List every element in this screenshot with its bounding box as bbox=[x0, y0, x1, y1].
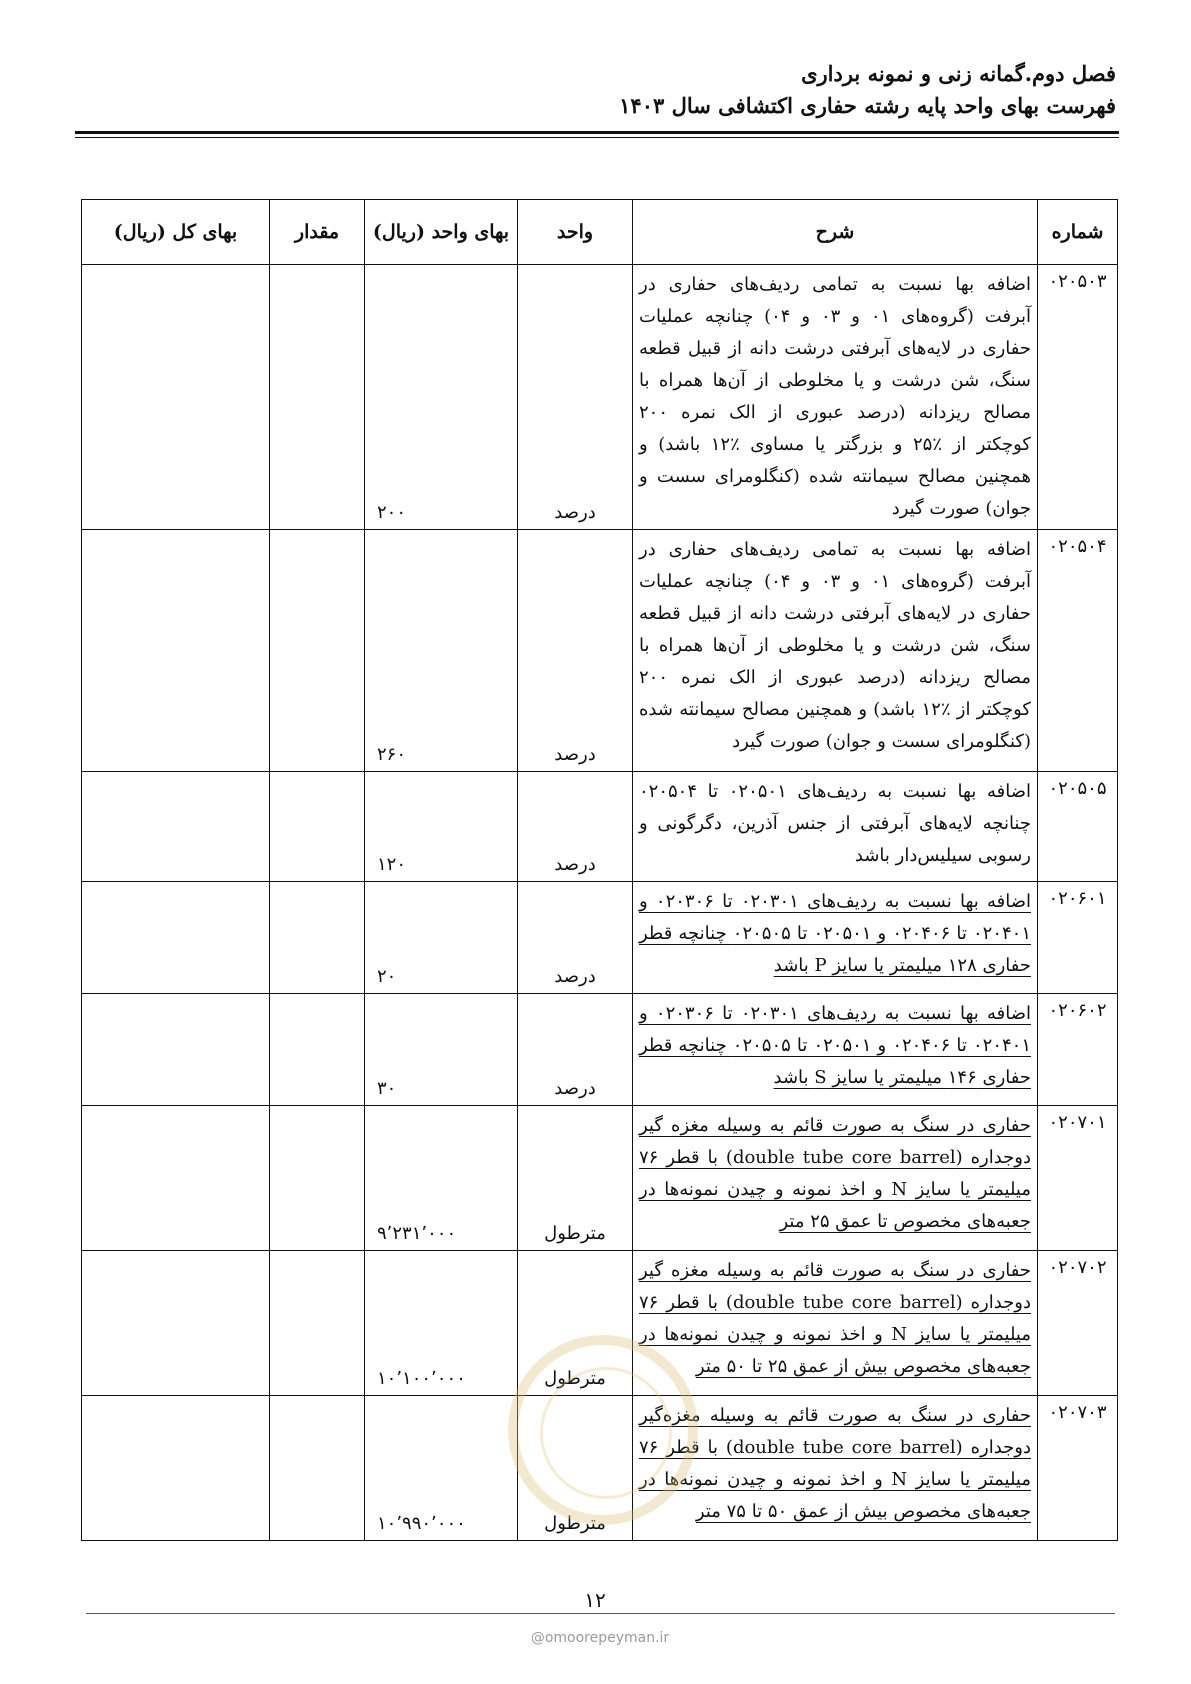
item-total-price bbox=[82, 1396, 270, 1541]
item-description: حفاری در سنگ به صورت قائم به وسیله مغزه‌گیر دوجداره (double tube core barrel) با قطر ۷۶ میلیمتر یا سایز N و اخذ نمونه و چیدن نمونه‌ها در جعبه‌های مخصوص بیش از عمق ۵۰ تا ۷۵ متر bbox=[633, 1396, 1038, 1541]
item-quantity bbox=[270, 882, 365, 994]
item-description: اضافه بها نسبت به تمامی ردیف‌های حفاری در آبرفت (گروه‌های ۰۱ و ۰۳ و ۰۴) چنانچه عملیات حفاری در لایه‌های آبرفتی درشت دانه از قبیل قطعه سنگ، شن درشت و یا مخلوطی از آن‌ها همراه با مصالح ریزدانه (درصد عبوری از الک نمره ۲۰۰ کوچکتر از ٪۱۲ باشد) و همچنین مصالح سیمانته شده (کنگلومرای سست و جوان) صورت گیرد bbox=[633, 530, 1038, 772]
column-header-code: شماره bbox=[1038, 200, 1118, 265]
table-row bbox=[82, 265, 1118, 530]
table-row bbox=[82, 530, 1118, 772]
item-total-price bbox=[82, 1251, 270, 1396]
item-unit-price: ۱۲۰ bbox=[365, 772, 518, 882]
list-title: فهرست بهای واحد پایه رشته حفاری اکتشافی سال ۱۴۰۳ bbox=[619, 93, 1116, 118]
item-unit-price: ۱۰٬۹۹۰٬۰۰۰ bbox=[365, 1396, 518, 1541]
item-total-price bbox=[82, 265, 270, 530]
item-total-price bbox=[82, 530, 270, 772]
item-quantity bbox=[270, 1396, 365, 1541]
item-unit: مترطول bbox=[518, 1251, 633, 1396]
item-unit: درصد bbox=[518, 994, 633, 1106]
item-code: ۰۲۰۵۰۳ bbox=[1038, 265, 1118, 530]
header-rule-thin bbox=[75, 137, 1119, 138]
item-unit-price: ۳۰ bbox=[365, 994, 518, 1106]
item-unit-price: ۲۰۰ bbox=[365, 265, 518, 530]
item-unit: درصد bbox=[518, 265, 633, 530]
item-unit: مترطول bbox=[518, 1396, 633, 1541]
column-header-unit-price: بهای واحد (ریال) bbox=[365, 200, 518, 265]
item-description: حفاری در سنگ به صورت قائم به وسیله مغزه گیر دوجداره (double tube core barrel) با قطر ۷۶ میلیمتر یا سایز N و اخذ نمونه و چیدن نمونه‌ها در جعبه‌های مخصوص بیش از عمق ۲۵ تا ۵۰ متر bbox=[633, 1251, 1038, 1396]
table-row bbox=[82, 994, 1118, 1106]
item-description: اضافه بها نسبت به ردیف‌های ۰۲۰۵۰۱ تا ۰۲۰۵۰۴ چنانچه لایه‌های آبرفتی از جنس آذرین، دگرگونی و رسوبی سیلیس‌دار باشد bbox=[633, 772, 1038, 882]
item-code: ۰۲۰۶۰۱ bbox=[1038, 882, 1118, 994]
item-code: ۰۲۰۵۰۵ bbox=[1038, 772, 1118, 882]
chapter-title: فصل دوم.گمانه زنی و نمونه برداری bbox=[801, 61, 1116, 86]
table-row bbox=[82, 882, 1118, 994]
item-code: ۰۲۰۷۰۲ bbox=[1038, 1251, 1118, 1396]
page-number: ۱۲ bbox=[575, 1588, 615, 1612]
item-description: اضافه بها نسبت به ردیف‌های ۰۲۰۳۰۱ تا ۰۲۰۳۰۶ و ۰۲۰۴۰۱ تا ۰۲۰۴۰۶ و ۰۲۰۵۰۱ تا ۰۲۰۵۰۵ چنانچه قطر حفاری ۱۲۸ میلیمتر یا سایز P باشد bbox=[633, 882, 1038, 994]
publisher-seal-watermark bbox=[508, 1335, 698, 1525]
item-unit-price: ۲۰ bbox=[365, 882, 518, 994]
item-description: اضافه بها نسبت به ردیف‌های ۰۲۰۳۰۱ تا ۰۲۰۳۰۶ و ۰۲۰۴۰۱ تا ۰۲۰۴۰۶ و ۰۲۰۵۰۱ تا ۰۲۰۵۰۵ چنانچه قطر حفاری ۱۴۶ میلیمتر یا سایز S باشد bbox=[633, 994, 1038, 1106]
page-header bbox=[619, 58, 1116, 122]
column-header-description: شرح bbox=[633, 200, 1038, 265]
column-header-total-price: بهای کل (ریال) bbox=[82, 200, 270, 265]
item-unit-price: ۹٬۲۳۱٬۰۰۰ bbox=[365, 1106, 518, 1251]
item-quantity bbox=[270, 265, 365, 530]
column-header-unit: واحد bbox=[518, 200, 633, 265]
item-total-price bbox=[82, 772, 270, 882]
item-quantity bbox=[270, 994, 365, 1106]
table-header-row bbox=[82, 200, 1118, 265]
item-unit-price: ۱۰٬۱۰۰٬۰۰۰ bbox=[365, 1251, 518, 1396]
seal-inner-ring bbox=[540, 1367, 672, 1499]
item-description: اضافه بها نسبت به تمامی ردیف‌های حفاری در آبرفت (گروه‌های ۰۱ و ۰۳ و ۰۴) چنانچه عملیات حفاری در لایه‌های آبرفتی درشت دانه از قبیل قطعه سنگ، شن درشت و یا مخلوطی از آن‌ها همراه با مصالح ریزدانه (درصد عبوری از الک نمره ۲۰۰ کوچکتر از ٪۲۵ و بزرگتر یا مساوی ٪۱۲ باشد) و همچنین مصالح سیمانته شده (کنگلومرای سست و جوان) صورت گیرد bbox=[633, 265, 1038, 530]
item-code: ۰۲۰۵۰۴ bbox=[1038, 530, 1118, 772]
column-header-quantity: مقدار bbox=[270, 200, 365, 265]
item-quantity bbox=[270, 772, 365, 882]
item-quantity bbox=[270, 1251, 365, 1396]
table-row bbox=[82, 1106, 1118, 1251]
item-unit: درصد bbox=[518, 882, 633, 994]
item-code: ۰۲۰۷۰۳ bbox=[1038, 1396, 1118, 1541]
item-description: حفاری در سنگ به صورت قائم به وسیله مغزه گیر دوجداره (double tube core barrel) با قطر ۷۶ میلیمتر یا سایز N و اخذ نمونه و چیدن نمونه‌ها در جعبه‌های مخصوص تا عمق ۲۵ متر bbox=[633, 1106, 1038, 1251]
header-rule-thick bbox=[75, 131, 1119, 134]
item-unit-price: ۲۶۰ bbox=[365, 530, 518, 772]
item-total-price bbox=[82, 882, 270, 994]
item-unit: درصد bbox=[518, 530, 633, 772]
item-unit: درصد bbox=[518, 772, 633, 882]
footer-rule bbox=[86, 1613, 1115, 1614]
item-code: ۰۲۰۶۰۲ bbox=[1038, 994, 1118, 1106]
item-quantity bbox=[270, 1106, 365, 1251]
item-total-price bbox=[82, 1106, 270, 1251]
item-quantity bbox=[270, 530, 365, 772]
footer-site-handle: @omoorepeyman.ir bbox=[530, 1630, 670, 1646]
item-unit: مترطول bbox=[518, 1106, 633, 1251]
item-total-price bbox=[82, 994, 270, 1106]
table-row bbox=[82, 772, 1118, 882]
item-code: ۰۲۰۷۰۱ bbox=[1038, 1106, 1118, 1251]
